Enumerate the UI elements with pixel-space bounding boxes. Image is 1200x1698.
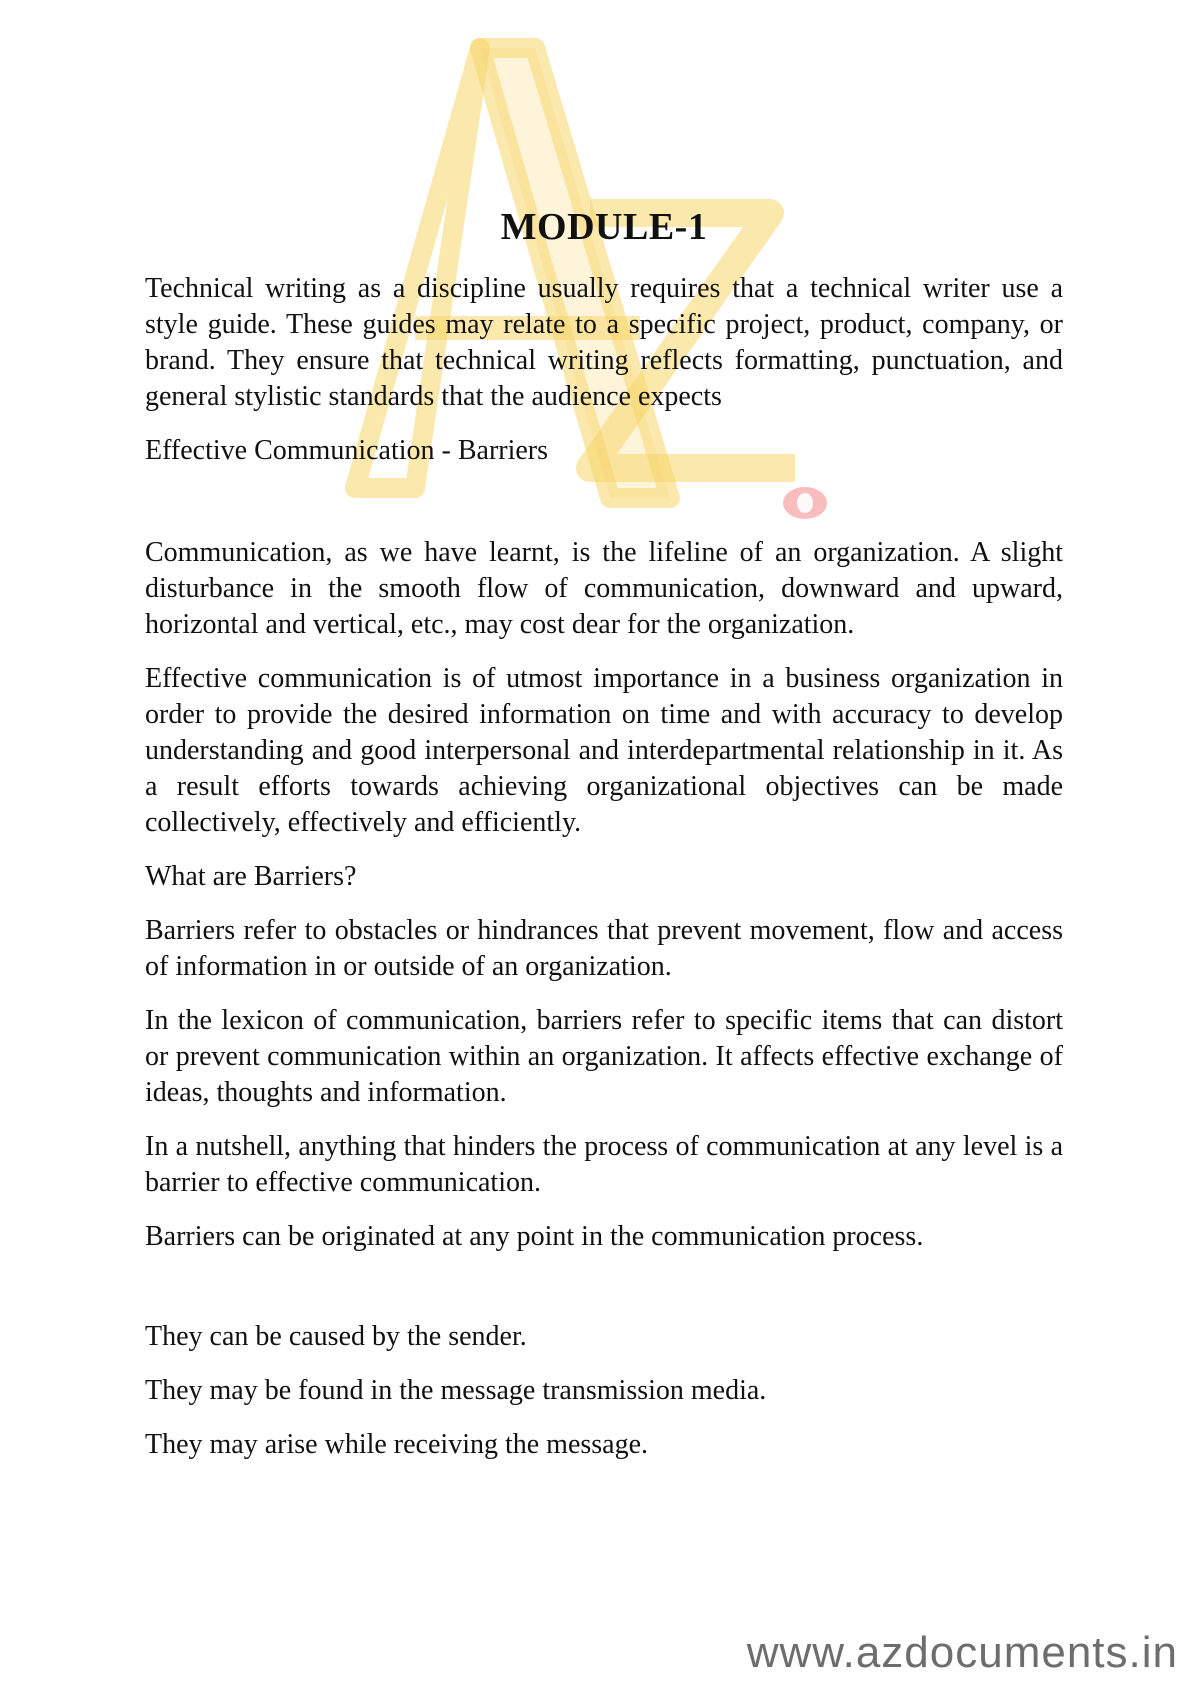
intro-paragraph: Technical writing as a discipline usually requires that a technical writer use a style guide. These guides may relate to a specific project, product, company, or brand. They ensure that technical writing reflects formatting, punctuation, and general stylistic standards that the audience expects [145, 273, 1063, 412]
list-line: They may arise while receiving the message. [145, 1429, 649, 1460]
spacer [145, 487, 1063, 535]
paragraph: Communication, as we have learnt, is the lifeline of an organization. A slight disturbance in the smooth flow of communication, downward and upward, horizontal and vertical, etc., may cost dear for the organization. [145, 537, 1063, 640]
paragraph: Barriers refer to obstacles or hindrances that prevent movement, flow and access of information in or outside of an organization. [145, 915, 1063, 982]
document-page [145, 205, 1063, 1481]
list-line: They may be found in the message transmission media. [145, 1375, 767, 1406]
subheading: What are Barriers? [145, 861, 357, 892]
section-heading: Effective Communication - Barriers [145, 435, 549, 466]
paragraph: Effective communication is of utmost importance in a business organization in order to provide the desired information on time and with accuracy to develop understanding and good interpersonal and interdepartmental relationship in it. As a result efforts towards achieving organizational objectives can be made collectively, effectively and efficiently. [145, 663, 1063, 838]
paragraph: In a nutshell, anything that hinders the process of communication at any level is a barrier to effective communication. [145, 1131, 1063, 1198]
spacer [145, 1273, 1063, 1319]
document-title: MODULE-1 [500, 206, 708, 248]
footer-url: www.azdocuments.in [746, 1628, 1178, 1677]
paragraph: Barriers can be originated at any point in the communication process. [145, 1221, 924, 1252]
paragraph: In the lexicon of communication, barriers refer to specific items that can distort or prevent communication within an organization. It affects effective exchange of ideas, thoughts and information. [145, 1005, 1063, 1108]
list-line: They can be caused by the sender. [145, 1321, 527, 1352]
